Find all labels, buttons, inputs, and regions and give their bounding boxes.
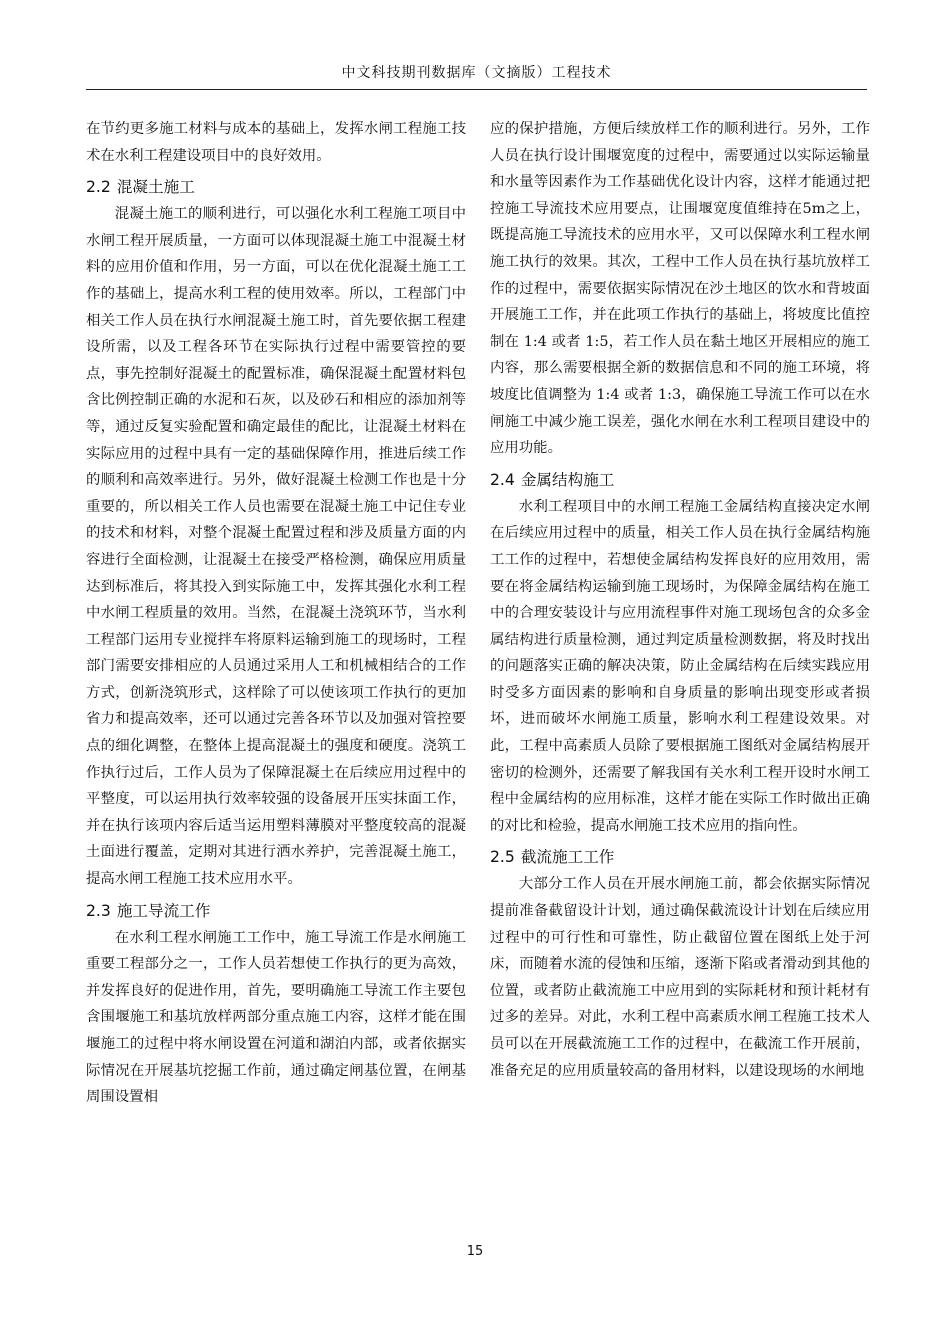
section-heading-2-4	[490, 466, 870, 494]
section-title: 截流施工工作	[520, 848, 615, 867]
section-heading-2-5	[490, 843, 870, 871]
section-number: 2.2	[86, 178, 111, 197]
journal-header: 中文科技期刊数据库（文摘版）工程技术	[341, 65, 612, 81]
section-2-3-continued-paragraph: 应的保护措施，方便后续放样工作的顺利进行。另外，工作人员在执行设计围堰宽度的过程中，需要通过以实际运输量和水量等因素作为工作基础优化设计内容，这样才能通过把控施工导流技术应用要点，让围堰宽度值维持在5m之上，既提高施工导流技术的应用水平，又可以保障水利工程水闸施工执行的效果。其次，工程中工作人员在执行基坑放样工作的过程中，需要依据实际情况在沙土地区的饮水和背坡面开展施工工作，并在此项工作执行的基础上，将坡度比值控制在 1:4 或者 1:5，若工作人员在黏土地区开展相应的施工内容，那么需要根据全新的数据信息和不同的施工环境，将坡度比值调整为 1:4 或者 1:3，确保施工导流工作可以在水闸施工中减少施工误差，强化水闸在水利工程项目建设中的应用功能。	[490, 121, 870, 457]
section-title: 混凝土施工	[116, 178, 195, 197]
section-heading-2-2	[86, 173, 466, 201]
section-number: 2.4	[490, 470, 515, 489]
section-number: 2.5	[490, 848, 515, 867]
intro-paragraph: 在节约更多施工材料与成本的基础上，发挥水闸工程施工技术在水利工程建设项目中的良好效用。	[86, 121, 466, 164]
section-number: 2.3	[86, 901, 111, 920]
section-2-3-paragraph: 在水利工程水闸施工工作中，施工导流工作是水闸施工重要工程部分之一，工作人员若想使工作执行的更为高效，并发挥良好的促进作用，首先，要明确施工导流工作主要包含围堰施工和基坑放样两部分重点施工内容，这样才能在围堰施工的过程中将水闸设置在河道和湖泊内部，或者依据实际情况在开展基坑挖掘工作前，通过确定闸基位置，在闸基周围设置相	[86, 929, 466, 1106]
right-column	[490, 116, 870, 1084]
left-column	[86, 116, 466, 1111]
section-2-5-paragraph: 大部分工作人员在开展水闸施工前，都会依据实际情况提前准备截留设计计划，通过确保截流设计计划在后续应用过程中的可行性和可靠性，防止截留位置在图纸上处于河床，而随着水流的侵蚀和压缩，逐渐下陷或者滑动到其他的位置，或者防止截流施工中应用到的实际耗材和预计耗材有过多的差异。对此，水利工程中高素质水闸工程施工技术人员可以在开展截流施工工作的过程中，在截流工作开展前，准备充足的应用质量较高的备用材料，以建设现场的水闸地	[490, 876, 870, 1079]
section-2-2-paragraph: 混凝土施工的顺利进行，可以强化水利工程施工项目中水闸工程开展质量，一方面可以体现混凝土施工中混凝土材料的应用价值和作用，另一方面，可以在优化混凝土施工工作的基础上，提高水利工程的使用效率。所以，工程部门中相关工作人员在执行水闸混凝土施工时，首先要依据工程建设所需，以及工程各环节在实际执行过程中需要管控的要点，事先控制好混凝土的配置标准，确保混凝土配置材料包含比例控制正确的水泥和石灰，以及砂石和相应的添加剂等等，通过反复实验配置和确定最佳的配比，让混凝土材料在实际应用的过程中具有一定的基础保障作用，推进后续工作的顺利和高效率进行。另外，做好混凝土检测工作也是十分重要的，所以相关工作人员也需要在混凝土施工中记住专业的技术和材料，对整个混凝土配置过程和涉及质量方面的内容进行全面检测，让混凝土在接受严格检测，确保应用质量达到标准后，将其投入到实际施工中，发挥其强化水利工程中水闸工程质量的效用。当然，在混凝土浇筑环节，当水利工程部门运用专业搅拌车将原料运输到施工的现场时，工程部门需要安排相应的人员通过采用人工和机械相结合的工作方式，创新浇筑形式，这样除了可以使该项工作执行的更加省力和提高效率，还可以通过完善各环节以及加强对管控要点的细化调整，在整体上提高混凝土的强度和硬度。浇筑工作执行过后，工作人员为了保障混凝土在后续应用过程中的平整度，可以运用执行效率较强的设备展开压实抹面工作，并在执行该项内容后适当运用塑料薄膜对平整度较高的混凝土面进行覆盖，定期对其进行洒水养护，完善混凝土施工，提高水闸工程施工技术应用水平。	[86, 206, 466, 888]
section-title: 金属结构施工	[520, 470, 615, 489]
section-heading-2-3	[86, 897, 466, 925]
header-rule	[86, 89, 867, 90]
section-2-4-paragraph: 水利工程项目中的水闸工程施工金属结构直接决定水闸在后续应用过程中的质量，相关工作人员在执行金属结构施工工作的过程中，若想使金属结构发挥良好的应用效用，需要在将金属结构运输到施工现场时，为保障金属结构在施工中的合理安装设计与应用流程事件对施工现场包含的众多金属结构进行质量检测，通过判定质量检测数据，将及时找出的问题落实正确的解决决策，防止金属结构在后续实践应用时受多方面因素的影响和自身质量的影响出现变形或者损坏，进而破坏水闸施工质量，影响水利工程建设效果。对此，工程中高素质人员除了要根据施工图纸对金属结构展开密切的检测外，还需要了解我国有关水利工程开设时水闸工程中金属结构的应用标准，这样才能在实际工作时做出正确的对比和检验，提高水闸施工技术应用的指向性。	[490, 498, 870, 834]
page-number: 15	[466, 1244, 484, 1259]
section-title: 施工导流工作	[116, 901, 211, 920]
